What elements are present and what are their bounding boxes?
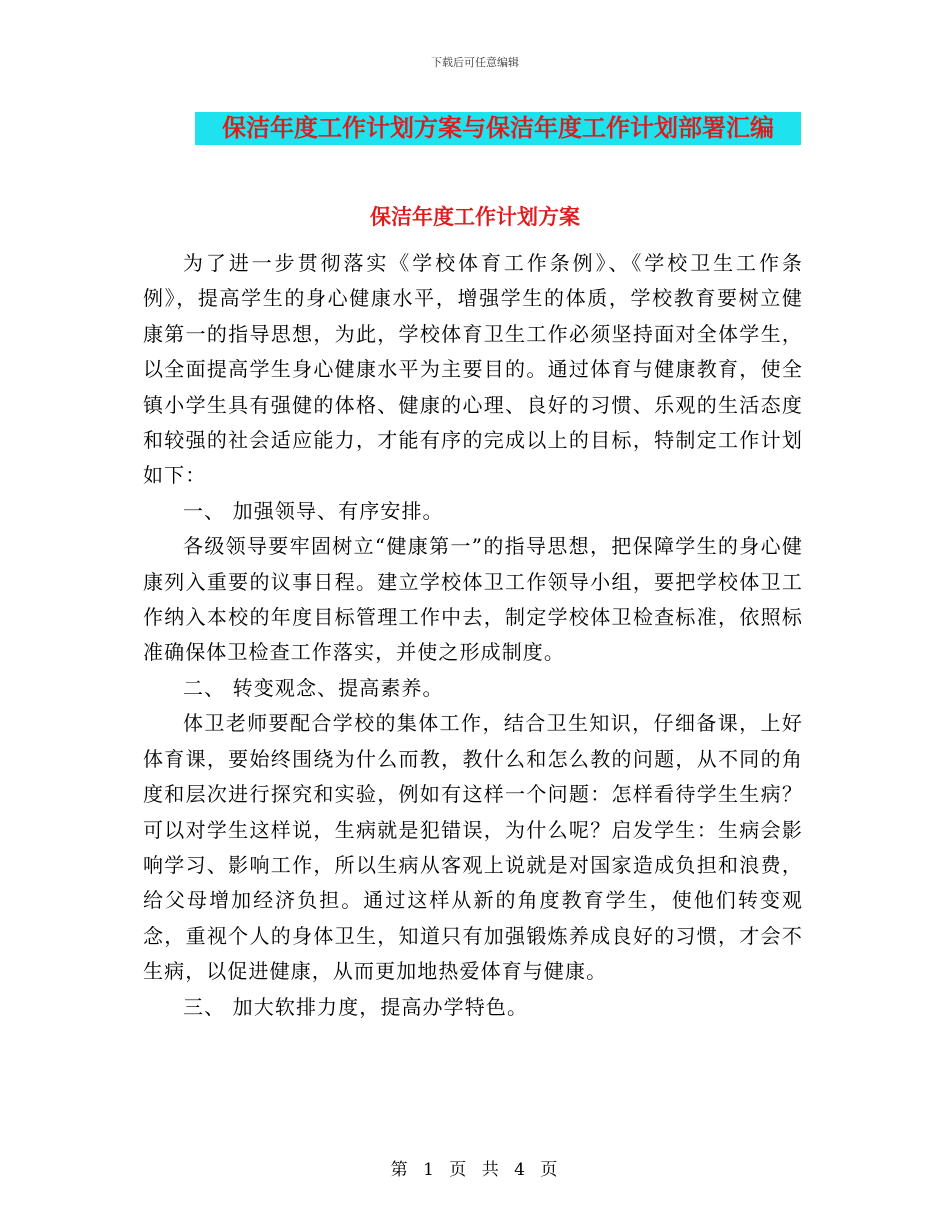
section-heading-1: 一、 加强领导、有序安排。 — [183, 498, 444, 523]
section-heading-2: 二、 转变观念、提高素养。 — [183, 675, 444, 700]
section-heading-3: 三、 加大软排力度，提高办学特色。 — [183, 994, 529, 1019]
page-title: 保洁年度工作计划方案与保洁年度工作计划部署汇编 — [222, 114, 774, 142]
intro-paragraph: 为了进一步贯彻落实《学校体育工作条例》、《学校卫生工作条例》，提高学生的身心健康水平，增强学生的体质，学校教育要树立健康第一的指导思想，为此，学校体育卫生工作必须坚持面对全体学生，以全面提高学生身心健康水平为主要目的。通过体育与健康教育，使全镇小学生具有强健的体格、健康的心理、良好的习惯、乐观的生活态度和较强的社会适应能力，才能有序的完成以上的目标，特制定工作计划如下： — [143, 251, 803, 488]
header-note: 下载后可任意编辑 — [431, 56, 519, 69]
section-title: 保洁年度工作计划方案 — [370, 205, 580, 229]
section-paragraph-1: 各级领导要牢固树立“健康第一”的指导思想，把保障学生的身心健康列入重要的议事日程。建立学校体卫工作领导小组，要把学校体卫工作纳入本校的年度目标管理工作中去，制定学校体卫检查标准，依照标准确保体卫检查工作落实，并使之形成制度。 — [143, 534, 803, 665]
section-paragraph-2: 体卫老师要配合学校的集体工作，结合卫生知识，仔细备课，上好体育课，要始终围绕为什么而教，教什么和怎么教的问题，从不同的角度和层次进行探究和实验，例如有这样一个问题：怎样看待学生生病？可以对学生这样说，生病就是犯错误，为什么呢？启发学生：生病会影响学习、影响工作，所以生病从客观上说就是对国家造成负担和浪费，给父母增加经济负担。通过这样从新的角度教育学生，使他们转变观念，重视个人的身体卫生，知道只有加强锻炼养成良好的习惯，才会不生病，以促进健康，从而更加地热爱体育与健康。 — [143, 711, 803, 984]
page-footer: 第 1 页 共 4 页 — [390, 1160, 560, 1180]
document-body — [143, 246, 803, 1025]
